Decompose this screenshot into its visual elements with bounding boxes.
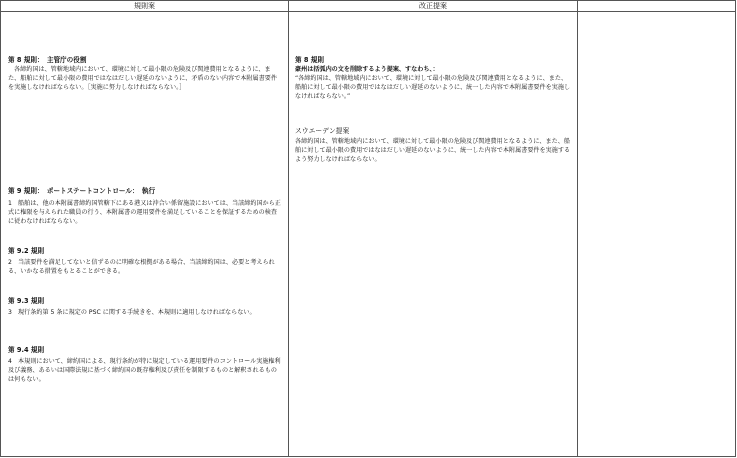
rule-9-2-heading: 第 9.2 規則: [8, 247, 45, 255]
rule-9-2-body: 2 当該要件を満足してないと信ずるのに明確な根拠がある場合、当該締約国は、必要と考えられる、いかなる措置をもとることができる。: [8, 259, 275, 275]
rule-8-body: 各締約国は、管轄地域内において、環境に対して最小限の危険及び関連費用となるように、また、船舶に対して最小限の費用ではなはだしい遅延のないように、矛盾のない内容で本附属書要件を実施しなければならない。［実施に努力しなければならない。］: [8, 66, 278, 91]
rule-9-2-section: [8, 247, 282, 276]
rule-9-4-section: [8, 346, 282, 384]
rule-9-4-body: 4 本規則において、締約国による、現行条約が特に規定している運用要件のコントロール実施権利及び義務、あるいは国際法規に基づく締約国の既存権利及び責任を制限するものと解釈されるものは何もない。: [8, 358, 281, 383]
rule-9-3-section: [8, 297, 282, 317]
rule-9-4-heading: 第 9.4 規則: [8, 346, 45, 354]
sweden-proposal-text: 各締約国は、管轄地域内において、環境に対して最小限の危険及び関連費用となるように、また、船舶に対して最小限の費用ではなはだしい遅延のないように、統一した内容で本附属書要件を実施するよう努力しなければならない。: [295, 138, 571, 163]
amendment-proposals-column: [289, 13, 577, 456]
proposal-rule-8-heading: 第 8 規則: [295, 56, 324, 64]
australia-proposal-text: “各締約国は、管轄地域内において、環境に対して最小限の危険及び関連費用となるように、また、船舶に対して最小限の費用ではなはだしい遅延のないように、統一した内容で本附属書要件を実施しなければならない。”: [295, 75, 571, 100]
rule-8-heading: 第 8 規則： 主管庁の役割: [8, 56, 87, 64]
proposal-rule-8-section: [295, 56, 571, 101]
rule-9-section: [8, 187, 282, 226]
sweden-proposal-heading: スウエーデン提案: [295, 127, 350, 135]
draft-rules-column: [1, 13, 288, 456]
rule-9-3-body: 3 現行条約第 5 条に規定の PSC に関する手続きを、本規則に適用しなければならない。: [8, 309, 256, 316]
remarks-column: [578, 13, 736, 456]
rule-9-body: 1 船舶は、他の本附属書締約国管轄下にある港又は沖合い係留施設においては、当該締約国から正式に権限を与えられた職員の行う、本附属書の運用要件を満足していることを保証するための検査に従わなければならない。: [8, 200, 281, 225]
rule-8-section: [8, 56, 282, 92]
sweden-proposal-section: [295, 127, 571, 164]
header-remarks: [578, 1, 736, 11]
rule-9-heading: 第 9 規則： ポートステートコントロール： 執行: [8, 187, 156, 195]
australia-proposal-intro: 豪州は括弧内の文を削除するよう提案、すなわち、：: [295, 66, 439, 73]
header-draft-rules: 規則案: [134, 2, 155, 10]
table-header-row: [1, 1, 735, 12]
rule-9-3-heading: 第 9.3 規則: [8, 297, 45, 305]
header-amendment-proposals: 改正提案: [419, 2, 447, 10]
